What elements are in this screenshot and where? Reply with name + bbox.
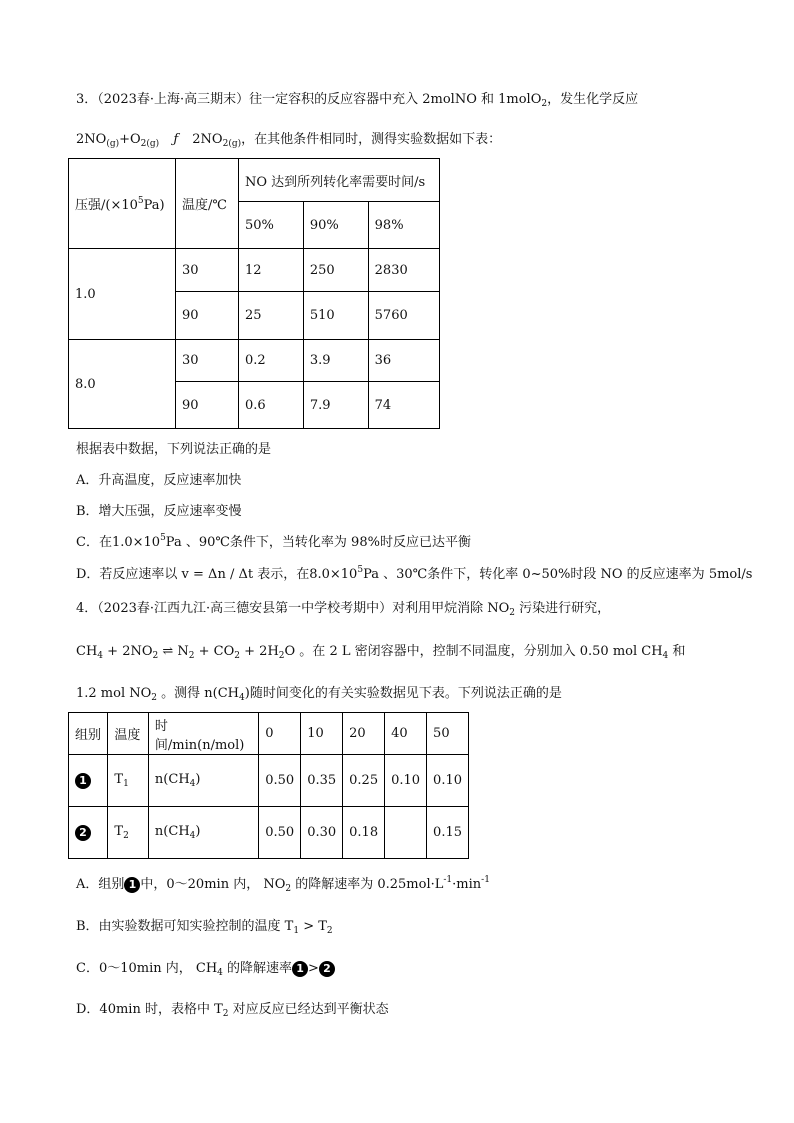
q4-cell — [385, 807, 427, 859]
q3-pct-90: 90% — [303, 202, 368, 249]
q3-cell: 510 — [303, 292, 368, 340]
q3-cell: 0.6 — [239, 382, 304, 429]
q3-cell: 12 — [239, 249, 304, 292]
q3-header-pressure: 压强$/(\times 10^5Pa)$ — [69, 159, 176, 249]
q4-header: 4．（2023春·江西九江·高三德安县第一中学校考期中）对利用甲烷消除 $NO_2$ 污染进行研究， — [76, 601, 611, 618]
q4-cell: 0.15 — [427, 807, 469, 859]
q4-header-group: 组别 — [69, 713, 108, 755]
q3-option-a: A．升高温度，反应速率加快 — [76, 473, 242, 488]
q3-temp: 90 — [176, 382, 239, 429]
q3-data-table — [68, 158, 440, 429]
q4-option-a: A．组别 1 中，0～20min 内， $NO_2$ 的降解速率为 $0.25mol\cdot L^{-1}\cdot\min^{-1}$ — [76, 875, 490, 894]
q4-time: 40 — [385, 713, 427, 755]
q3-cell: 7.9 — [303, 382, 368, 429]
q4-cell: 0.30 — [301, 807, 343, 859]
q3-cell: 36 — [368, 340, 439, 382]
q4-data-table — [68, 712, 469, 859]
q3-cell: 25 — [239, 292, 304, 340]
q4-cell: 0.10 — [385, 755, 427, 807]
q3-temp: 30 — [176, 249, 239, 292]
q3-stem: 根据表中数据，下列说法正确的是 — [76, 442, 272, 457]
q4-option-d: D．40min 时，表格中 $T_2$ 对应反应已经达到平衡状态 — [76, 1002, 389, 1019]
q4-option-c: C．0～10min 内， $CH_4$ 的降解速率 1 > 2 — [76, 957, 335, 978]
q3-pressure-2: 8.0 — [69, 340, 176, 429]
q3-temp: 30 — [176, 340, 239, 382]
q4-header-temp: 温度 — [108, 713, 149, 755]
q4-cell: 0.50 — [259, 755, 301, 807]
q3-pct-50: 50% — [239, 202, 304, 249]
q4-header-time: 时间/min(n/mol) — [148, 713, 258, 755]
q4-cell: 0.10 — [427, 755, 469, 807]
q3-equation: $2NO_{(g)}+O_{2(g)}$ ƒ $2NO_{2(g)}$，在其他条件相同时，测得实验数据如下表： — [76, 132, 502, 149]
q3-option-c: C．在$1.0\times 10^5Pa$ 、90℃条件下，当转化率为 98%时反应已达平衡 — [76, 533, 471, 550]
q3-cell: 74 — [368, 382, 439, 429]
q4-option-b: B．由实验数据可知实验控制的温度 $T_1 > T_2$ — [76, 919, 333, 936]
q4-group-2: 2 — [69, 807, 108, 859]
q3-option-d: D．若反应速率以 v = Δn / Δt 表示，在$8.0\times 10^5Pa$ 、30℃条件下，转化率 0~50%时段 NO 的反应速率为 5mol/s — [76, 565, 753, 582]
q3-header: 3．（2023春·上海·高三期末）往一定容积的反应容器中充入 2molNO 和 1molO$_2$，发生化学反应 — [76, 92, 639, 109]
q3-cell: 5760 — [368, 292, 439, 340]
q3-header-temp: 温度/℃ — [176, 159, 239, 249]
q4-cell: 0.18 — [343, 807, 385, 859]
q3-option-b: B．增大压强，反应速率变慢 — [76, 504, 242, 519]
q3-cell: 3.9 — [303, 340, 368, 382]
q4-temp-t2: $T_2$ — [108, 807, 149, 859]
q3-pct-98: 98% — [368, 202, 439, 249]
q3-temp: 90 — [176, 292, 239, 340]
q4-label: $n(CH_4)$ — [148, 807, 258, 859]
q4-time: 10 — [301, 713, 343, 755]
q4-time: 50 — [427, 713, 469, 755]
q4-time: 20 — [343, 713, 385, 755]
q3-cell: 0.2 — [239, 340, 304, 382]
q4-label: $n(CH_4)$ — [148, 755, 258, 807]
q4-cell: 0.35 — [301, 755, 343, 807]
q4-line3: 1.2 mol $NO_2$ 。测得 $n(CH_4)$随时间变化的有关实验数据见下表。下列说法正确的是 — [76, 686, 562, 703]
q3-header-group: NO 达到所列转化率需要时间/s — [239, 159, 440, 202]
q4-temp-t1: $T_1$ — [108, 755, 149, 807]
q4-time: 0 — [259, 713, 301, 755]
q4-group-1: 1 — [69, 755, 108, 807]
q4-equation: $CH_4 + 2NO_2$ ⇌ $N_2 + CO_2 + 2H_2O$ 。在 2 L 密闭容器中，控制不同温度，分别加入 0.50 mol $CH_4$ 和 — [76, 644, 686, 661]
q3-cell: 250 — [303, 249, 368, 292]
q4-cell: 0.50 — [259, 807, 301, 859]
q4-cell: 0.25 — [343, 755, 385, 807]
q3-cell: 2830 — [368, 249, 439, 292]
q3-pressure-1: 1.0 — [69, 249, 176, 340]
